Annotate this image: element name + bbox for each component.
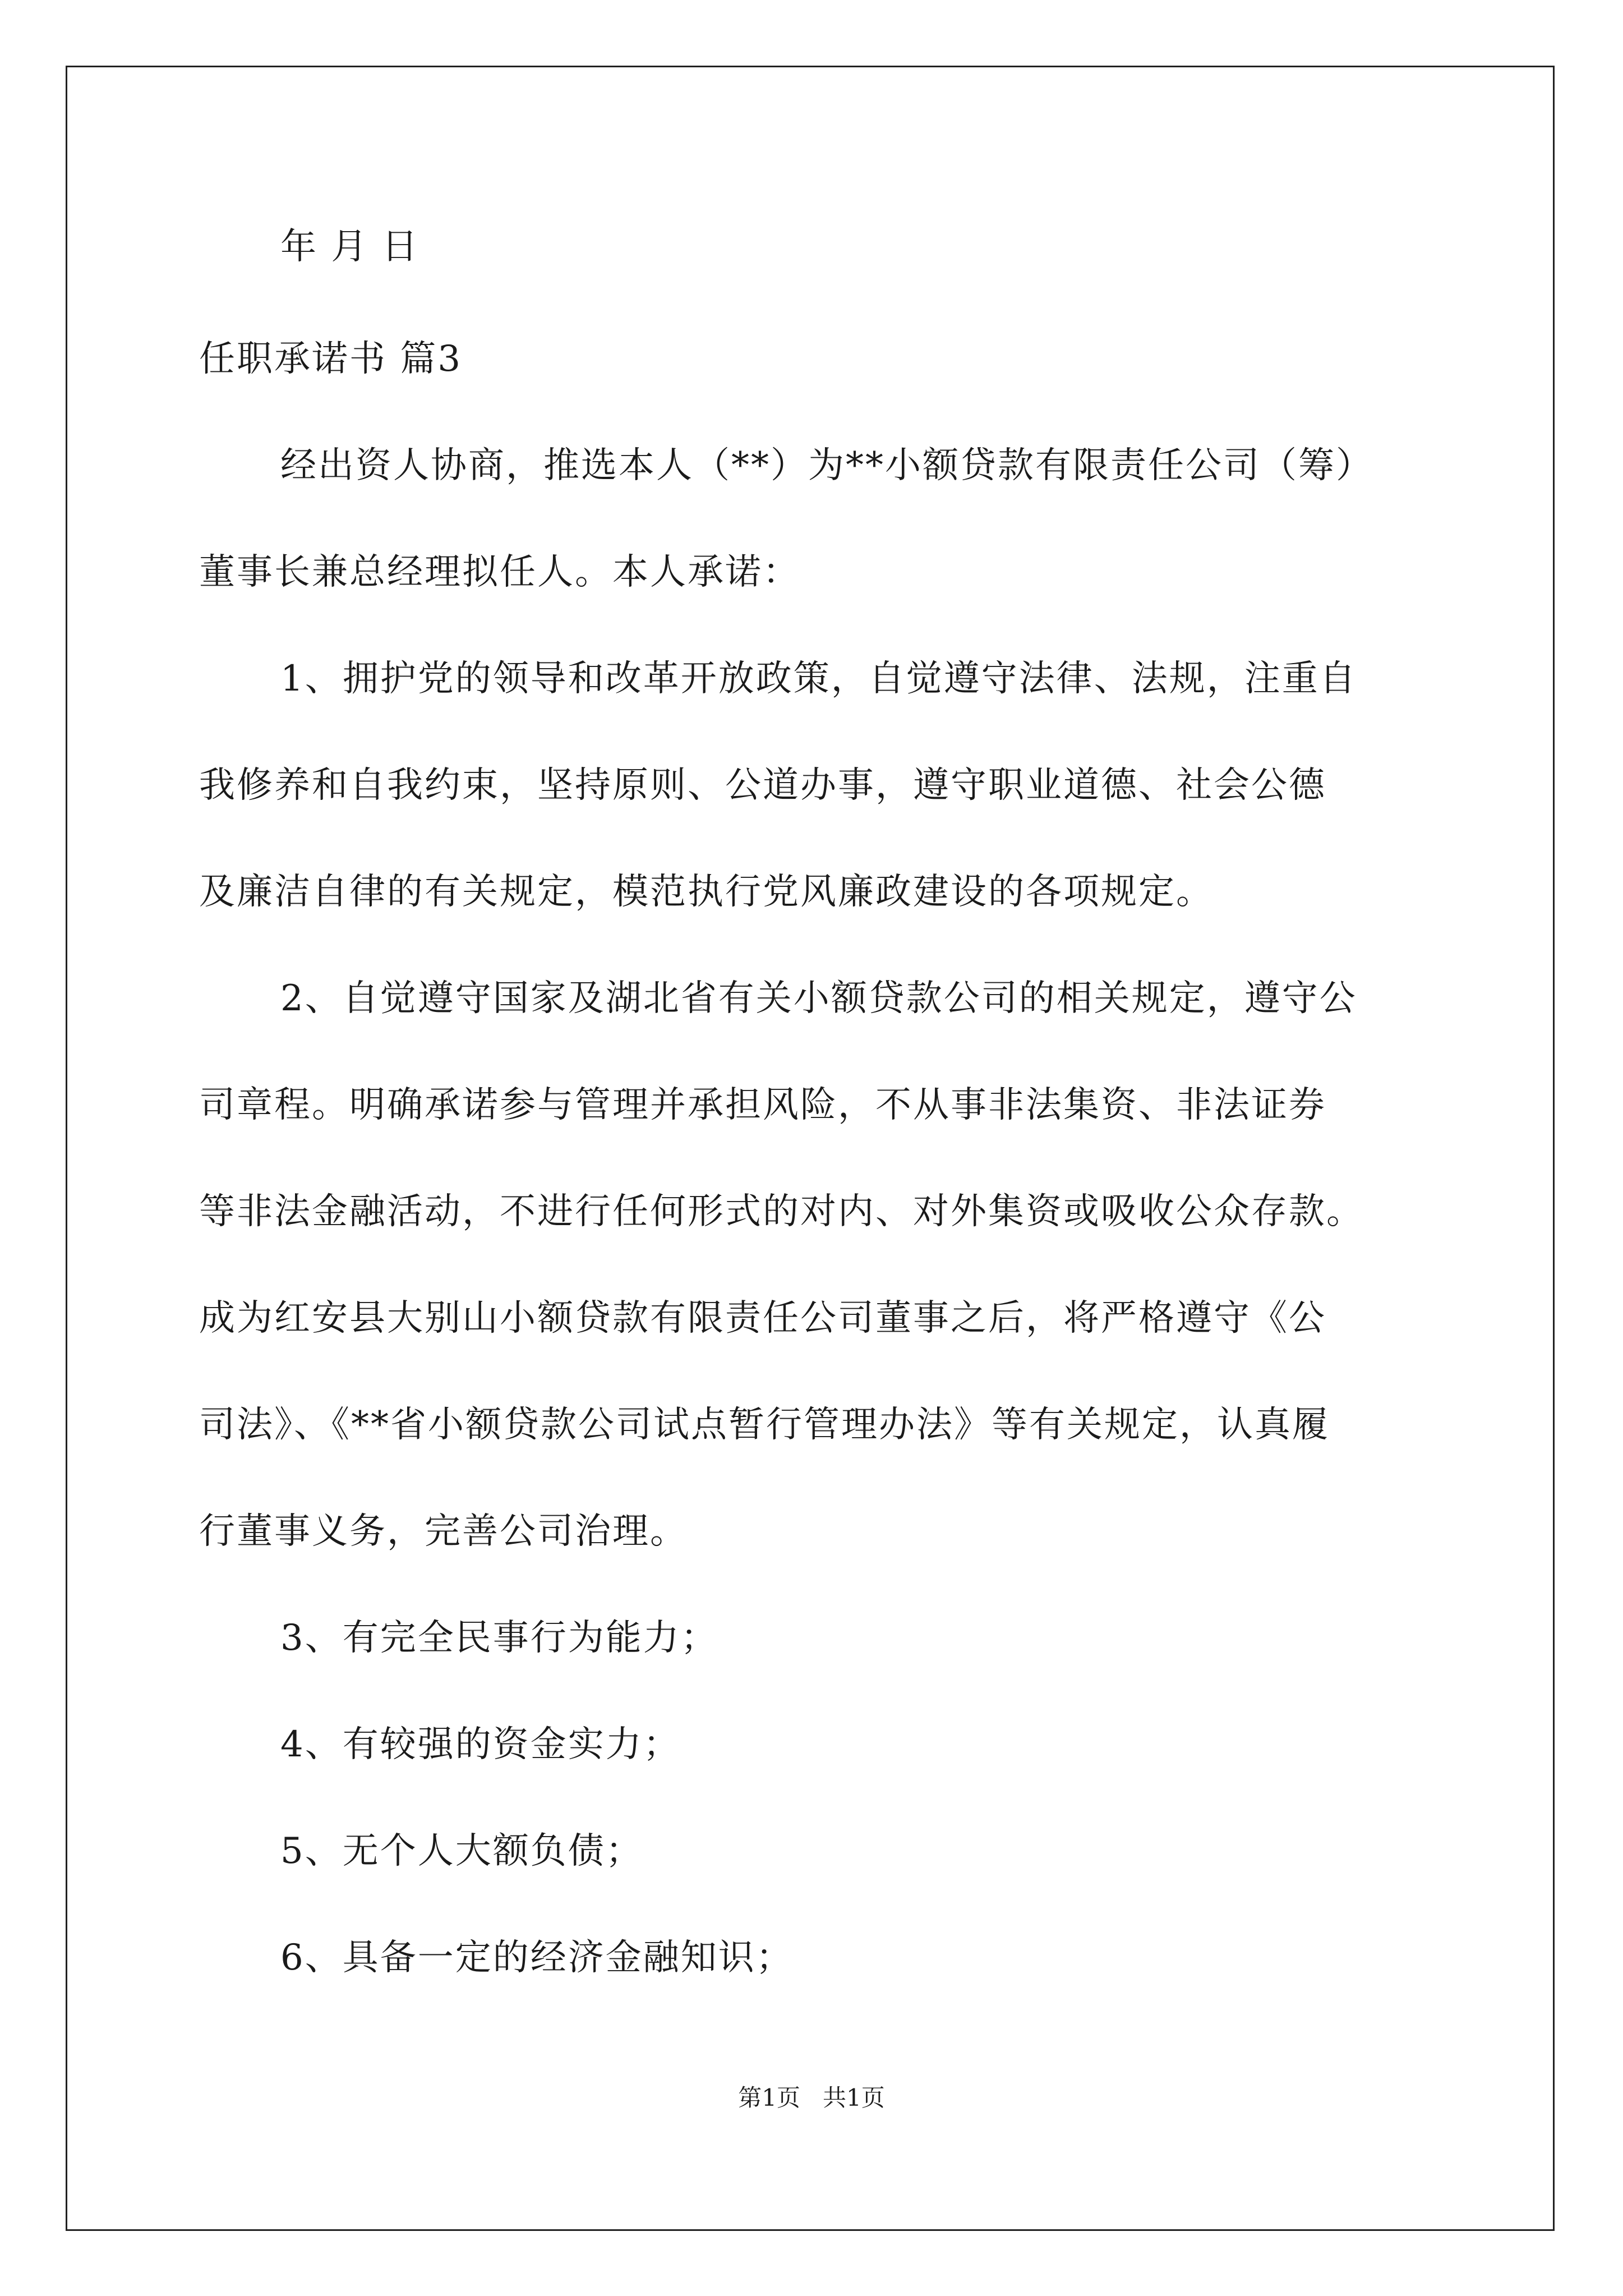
page-frame (66, 66, 1555, 2231)
paragraph-line: 行董事义务，完善公司治理。 (199, 1511, 688, 1552)
list-item: 4、有较强的资金实力； (280, 1724, 681, 1765)
section-title: 任职承诺书 篇3 (199, 338, 463, 380)
list-item: 3、有完全民事行为能力； (280, 1617, 718, 1659)
paragraph-line: 董事长兼总经理拟任人。本人承诺： (199, 551, 800, 593)
paragraph-line: 经出资人协商，推选本人（**）为**小额贷款有限责任公司（筹） (280, 445, 1373, 486)
paragraph-line: 1、拥护党的领导和改革开放政策，自觉遵守法律、法规，注重自 (280, 658, 1357, 700)
paragraph-line: 成为红安县大别山小额贷款有限责任公司董事之后，将严格遵守《公 (199, 1297, 1326, 1339)
date-line: 年 月 日 (280, 226, 419, 268)
paragraph-line: 2、自觉遵守国家及湖北省有关小额贷款公司的相关规定，遵守公 (280, 978, 1357, 1019)
paragraph-line: 司法》、《**省小额贷款公司试点暂行管理办法》等有关规定，认真履 (199, 1404, 1330, 1446)
paragraph-line: 等非法金融活动，不进行任何形式的对内、对外集资或吸收公众存款。 (199, 1191, 1364, 1232)
paragraph-line: 我修养和自我约束，坚持原则、公道办事，遵守职业道德、社会公德 (199, 765, 1326, 806)
paragraph-line: 及廉洁自律的有关规定，模范执行党风廉政建设的各项规定。 (199, 871, 1214, 913)
list-item: 6、具备一定的经济金融知识； (280, 1937, 794, 1978)
page-number-footer: 第1页 共1页 (738, 2084, 885, 2111)
paragraph-line: 司章程。明确承诺参与管理并承担风险，不从事非法集资、非法证券 (199, 1084, 1326, 1126)
list-item: 5、无个人大额负债； (280, 1830, 643, 1872)
